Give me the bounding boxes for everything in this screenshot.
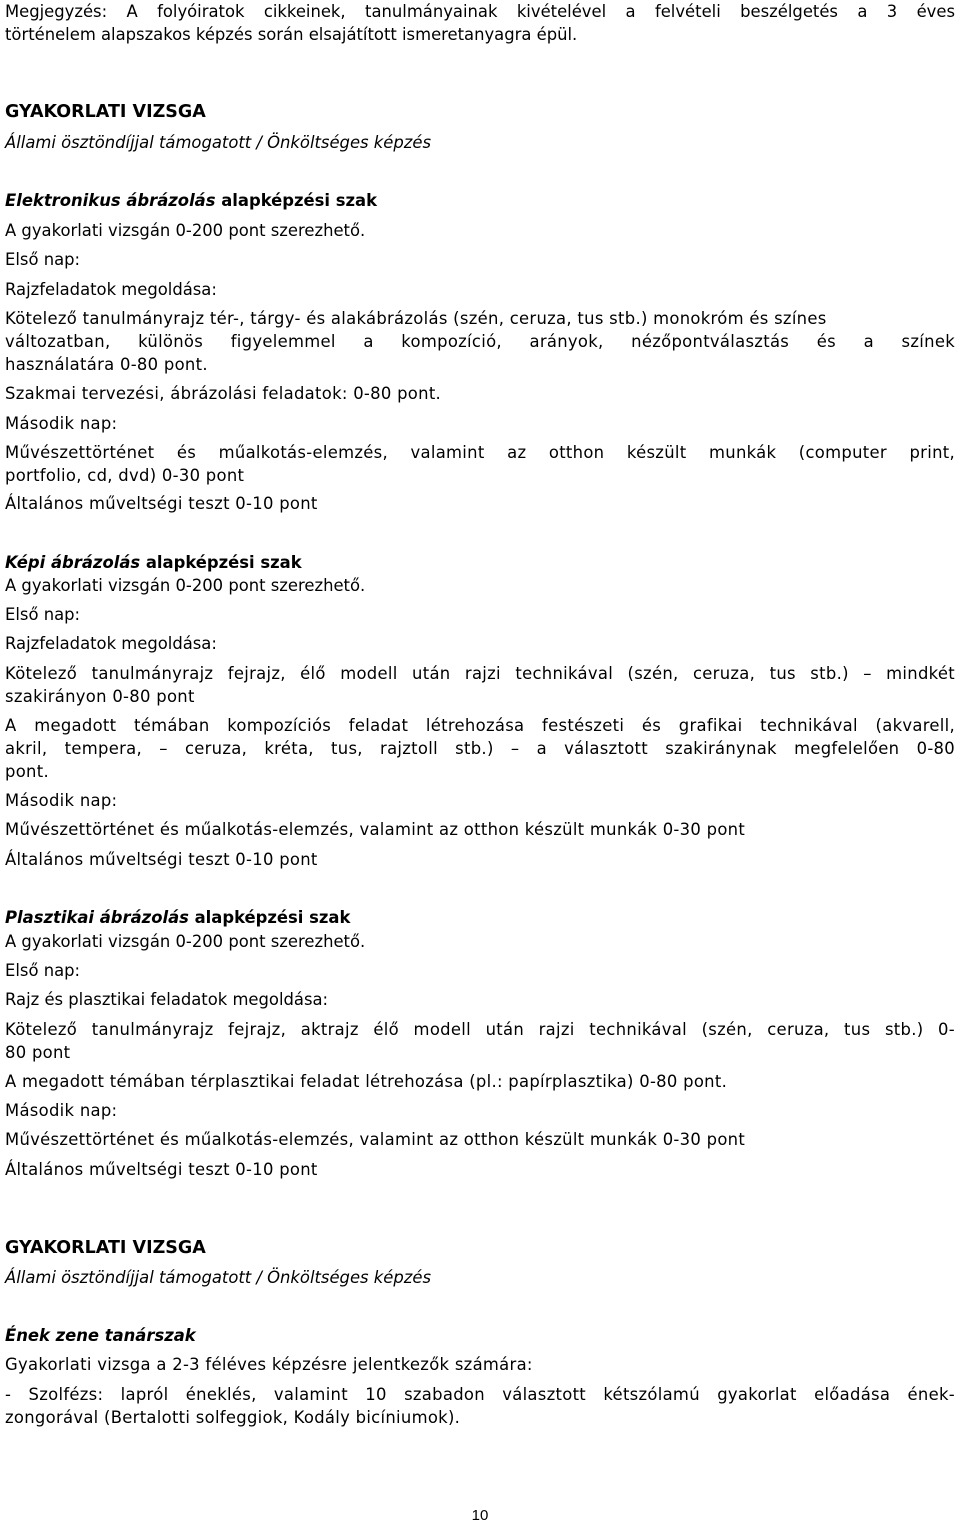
task-one-line-2: szakirányon 0-80 pont <box>5 687 195 706</box>
task-label: Rajz és plasztikai feladatok megoldása: <box>5 990 329 1009</box>
task-two-line-3: pont. <box>5 762 49 781</box>
day-one-label: Első nap: <box>5 605 81 624</box>
exam-heading: GYAKORLATI VIZSGA <box>5 1238 206 1258</box>
task-two: Szakmai tervezési, ábrázolási feladatok: 0-80 pont. <box>5 384 442 403</box>
enek-item-line-2: zongorával (Bertalotti solfeggiok, Kodály bicíniumok). <box>5 1408 461 1427</box>
points-info: A gyakorlati vizsgán 0-200 pont szerezhető. <box>5 932 366 951</box>
day-one-label: Első nap: <box>5 961 81 980</box>
general-test: Általános műveltségi teszt 0-10 pont <box>5 850 318 869</box>
exam-subheading: Állami ösztöndíjjal támogatott / Önköltséges képzés <box>5 133 432 152</box>
note-line-1: Megjegyzés: A folyóiratok cikkeinek, tanulmányainak kivételével a felvételi beszélgetés a 3 éves <box>5 2 955 21</box>
points-info: A gyakorlati vizsgán 0-200 pont szerezhető. <box>5 576 366 595</box>
day-two-label: Második nap: <box>5 791 118 810</box>
day-two-label: Második nap: <box>5 414 118 433</box>
art-history: Művészettörténet és műalkotás-elemzés, valamint az otthon készült munkák 0-30 pont <box>5 1130 746 1149</box>
task-two-line-2: akril, tempera, – ceruza, kréta, tus, rajztoll stb.) – a választott szakiránynak megfelelően 0-80 <box>5 739 955 758</box>
art-history: Művészettörténet és műalkotás-elemzés, valamint az otthon készült munkák 0-30 pont <box>5 820 746 839</box>
task-one-line-2: 80 pont <box>5 1043 71 1062</box>
section-title-plasztikai: Plasztikai ábrázolás alapképzési szak <box>5 908 351 927</box>
section-title-kepi: Képi ábrázolás alapképzési szak <box>5 553 302 572</box>
task-two: A megadott témában térplasztikai feladat létrehozása (pl.: papírplasztika) 0-80 pont. <box>5 1072 728 1091</box>
note-line-2: történelem alapszakos képzés során elsajátított ismeretanyagra épül. <box>5 25 578 44</box>
enek-intro: Gyakorlati vizsga a 2-3 féléves képzésre jelentkezők számára: <box>5 1355 533 1374</box>
task-one-line-1: Kötelező tanulmányrajz fejrajz, élő modell után rajzi technikával (szén, ceruza, tus stb.) – mindkét <box>5 664 955 683</box>
enek-item-line-1: - Szolfézs: lapról éneklés, valamint 10 szabadon választott kétszólamú gyakorlat előadása ének- <box>5 1385 955 1404</box>
general-test: Általános műveltségi teszt 0-10 pont <box>5 494 318 513</box>
task-one-line-1: Kötelező tanulmányrajz fejrajz, aktrajz élő modell után rajzi technikával (szén, ceruza, tus stb.) 0- <box>5 1020 955 1039</box>
art-history-line-2: portfolio, cd, dvd) 0-30 pont <box>5 466 245 485</box>
task-one-line-3: használatára 0-80 pont. <box>5 355 208 374</box>
points-info: A gyakorlati vizsgán 0-200 pont szerezhető. <box>5 221 366 240</box>
page-number: 10 <box>471 1507 489 1524</box>
exam-subheading: Állami ösztöndíjjal támogatott / Önköltséges képzés <box>5 1268 432 1287</box>
task-label: Rajzfeladatok megoldása: <box>5 634 217 653</box>
section-title-enek: Ének zene tanárszak <box>5 1326 196 1345</box>
section-title-elektronikus: Elektronikus ábrázolás alapképzési szak <box>5 191 377 210</box>
art-history-line-1: Művészettörténet és műalkotás-elemzés, valamint az otthon készült munkák (computer print, <box>5 443 955 462</box>
task-one-line-1: Kötelező tanulmányrajz tér-, tárgy- és alakábrázolás (szén, ceruza, tus stb.) monokróm és színes <box>5 309 827 328</box>
task-label: Rajzfeladatok megoldása: <box>5 280 217 299</box>
task-one-line-2: változatban, különös figyelemmel a kompozíció, arányok, nézőpontválasztás és a színek <box>5 332 955 351</box>
task-two-line-1: A megadott témában kompozíciós feladat létrehozása festészeti és grafikai technikával (akvarell, <box>5 716 955 735</box>
general-test: Általános műveltségi teszt 0-10 pont <box>5 1160 318 1179</box>
exam-heading: GYAKORLATI VIZSGA <box>5 102 206 122</box>
day-two-label: Második nap: <box>5 1101 118 1120</box>
day-one-label: Első nap: <box>5 250 81 269</box>
